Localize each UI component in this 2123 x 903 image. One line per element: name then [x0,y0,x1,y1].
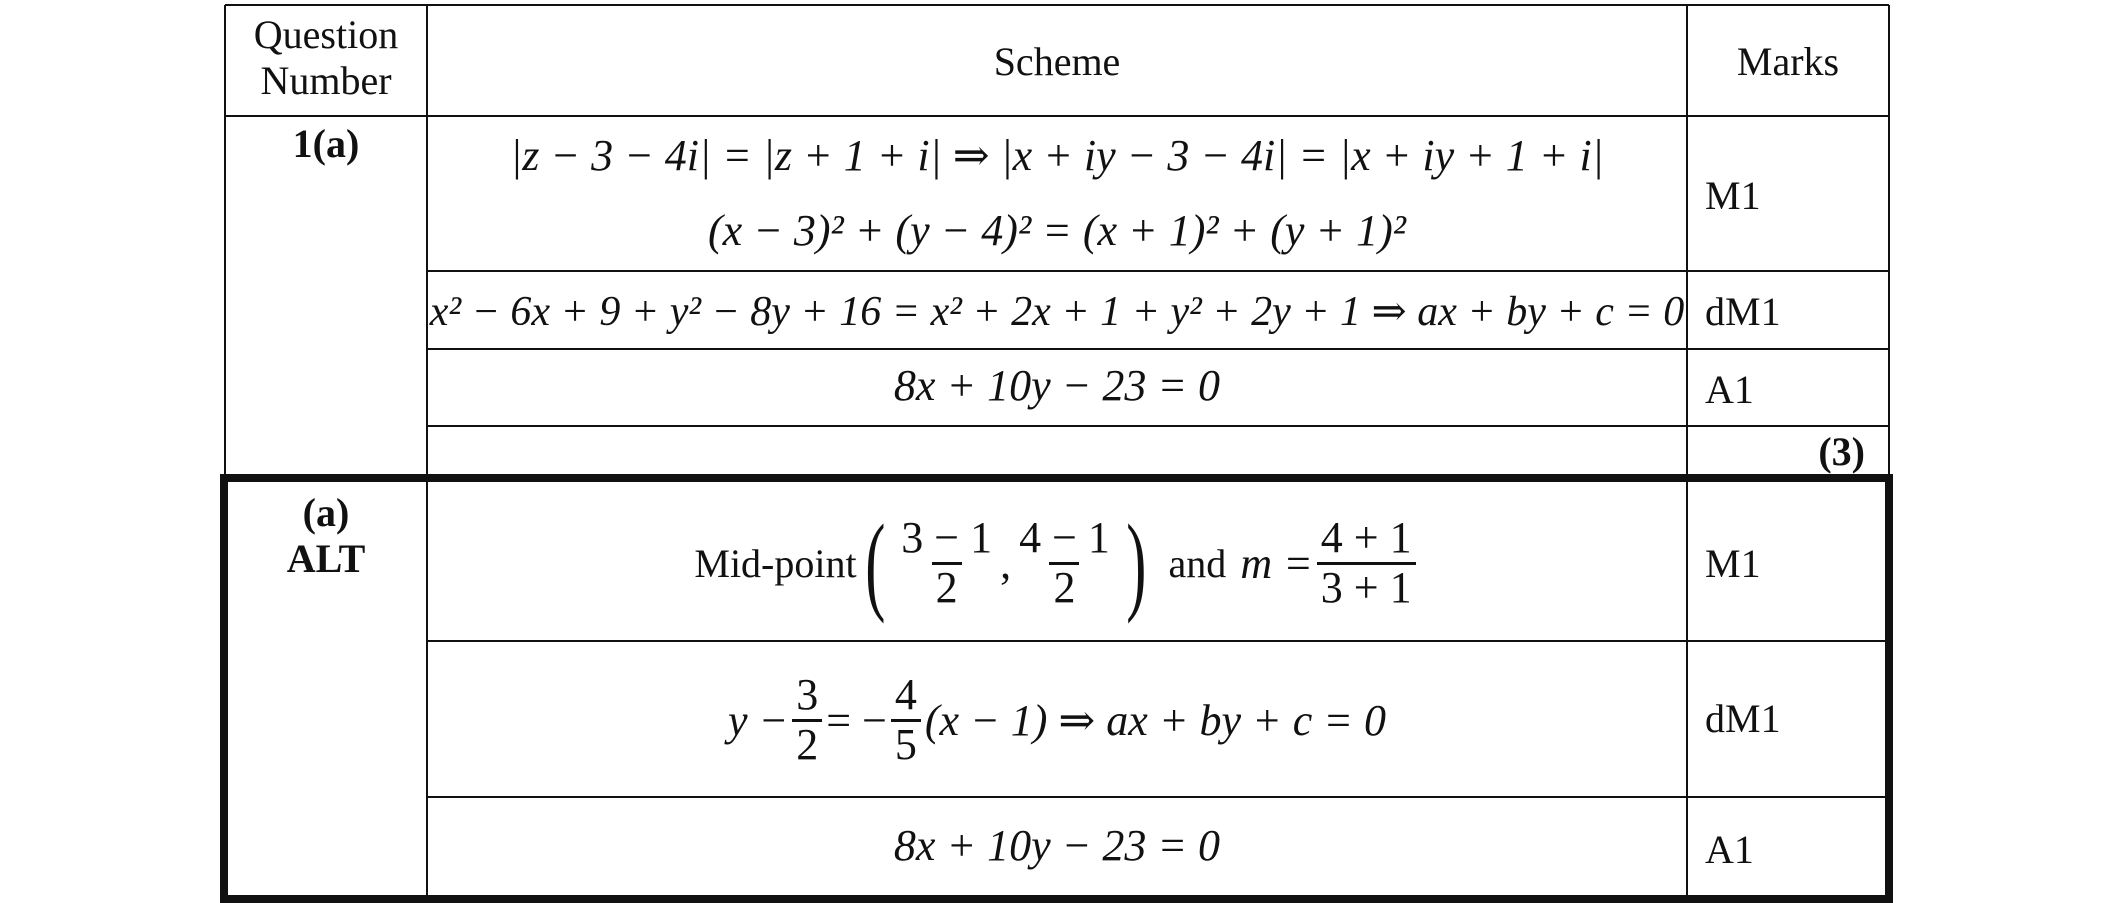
comma: , [1000,538,1012,588]
mark-1a-row3: A1 [1705,367,1754,412]
scheme-alt-row3: 8x + 10y − 23 = 0 [893,821,1221,870]
y-minus: y − [728,695,789,745]
fraction-denominator: 5 [891,719,921,768]
mark-alt-row1: M1 [1705,541,1761,586]
equation-rest: (x − 1) ⇒ ax + by + c = 0 [924,695,1386,745]
question-number-alt [227,490,425,582]
fraction-numerator: 3 − 1 [901,513,993,563]
fraction-denominator: 3 + 1 [1317,562,1416,611]
fraction [891,672,921,767]
alt-label: ALT [286,536,366,581]
fraction-numerator: 4 [894,670,917,720]
mark-alt-row2: dM1 [1705,696,1781,741]
and-text: and [1168,540,1227,586]
fraction-numerator: 4 − 1 [1019,513,1110,563]
header-scheme: Scheme [993,39,1121,84]
mark-1a-row1: M1 [1705,173,1761,218]
fraction-numerator: 4 + 1 [1320,513,1412,563]
fraction-denominator: 2 [1049,562,1079,611]
fraction [1015,515,1114,610]
m-equals: m = [1240,538,1313,588]
fraction [1317,515,1416,610]
scheme-1a-line1: |z − 3 − 4i| = |z + 1 + i| ⇒ |x + iy − 3 − 4i| = |x + iy + 1 + i| [510,131,1604,180]
header-question-label: Question [253,12,399,57]
question-number-1a: 1(a) [292,121,360,166]
scheme-1a-row3: 8x + 10y − 23 = 0 [893,361,1221,410]
header-number-label: Number [260,58,392,103]
fraction [897,515,996,610]
total-marks-1a: (3) [1818,429,1865,474]
right-paren: ) [1126,502,1147,624]
header-question-number [227,12,425,104]
alt-part-label: (a) [302,490,350,535]
fraction-numerator: 3 [796,670,819,720]
mark-alt-row3: A1 [1705,827,1754,872]
header-marks: Marks [1736,39,1840,84]
fraction [792,672,822,767]
scheme-1a-row2: x² − 6x + 9 + y² − 8y + 16 = x² + 2x + 1 + y² + 2y + 1 ⇒ ax + by + c = 0 [429,289,1685,335]
left-paren: ( [864,502,886,624]
equals-minus: = − [826,695,887,745]
fraction-denominator: 2 [792,719,822,768]
mark-1a-row2: dM1 [1705,289,1781,334]
scheme-1a-line2: (x − 3)² + (y − 4)² = (x + 1)² + (y + 1)² [708,206,1406,255]
scheme-alt-row1 [429,498,1685,628]
fraction-denominator: 2 [932,562,962,611]
scheme-alt-row2 [429,650,1685,790]
midpoint-text: Mid-point [694,540,857,586]
